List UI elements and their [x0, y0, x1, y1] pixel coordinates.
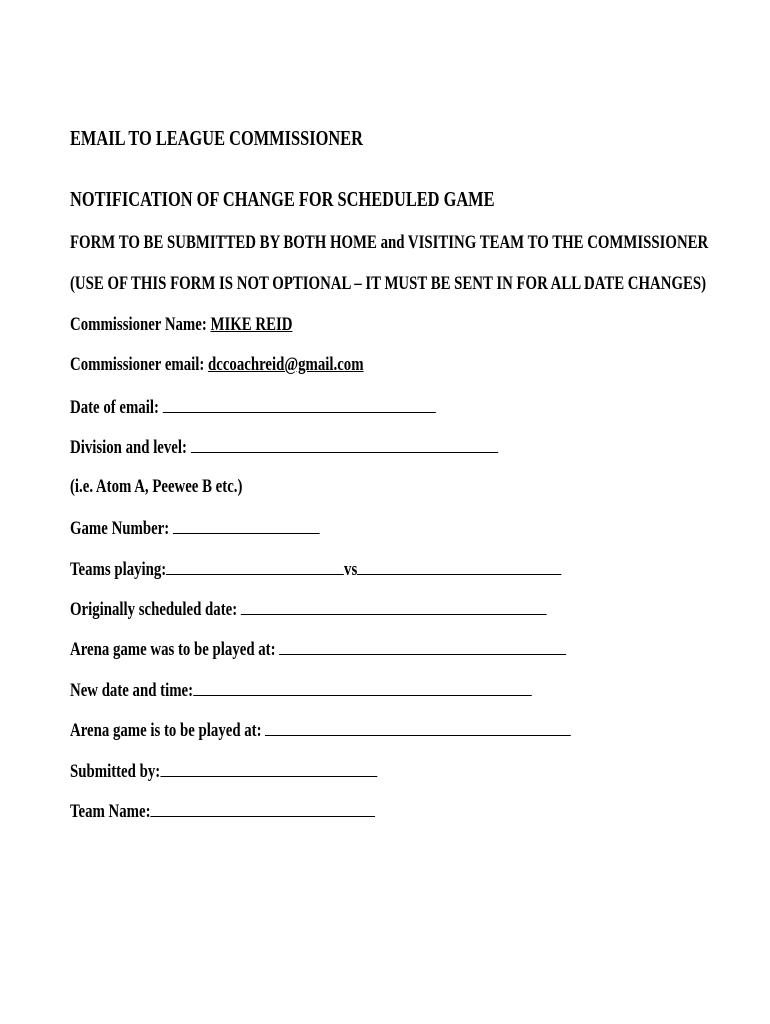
- original-date-row: [70, 598, 547, 619]
- new-date-field[interactable]: [193, 679, 532, 696]
- submitted-by-field[interactable]: [160, 760, 377, 777]
- division-level-label: Division and level:: [70, 437, 187, 458]
- teams-vs-text: vs: [344, 559, 358, 580]
- commissioner-name-row: [70, 315, 292, 334]
- date-of-email-field[interactable]: [163, 396, 436, 413]
- commissioner-name-label: Commissioner Name:: [70, 314, 207, 335]
- game-number-field[interactable]: [173, 517, 320, 534]
- team-name-field[interactable]: [151, 800, 376, 817]
- commissioner-email-label: Commissioner email:: [70, 354, 205, 375]
- home-team-field[interactable]: [166, 558, 344, 575]
- division-level-row: [70, 436, 498, 457]
- commissioner-name-value: MIKE REID: [210, 314, 293, 335]
- visiting-team-field[interactable]: [357, 558, 561, 575]
- teams-playing-row: [70, 558, 562, 579]
- commissioner-email-row: [70, 355, 364, 374]
- new-date-label: New date and time:: [70, 680, 194, 701]
- date-of-email-row: [70, 396, 436, 417]
- game-number-row: [70, 517, 320, 538]
- teams-playing-label: Teams playing:: [70, 559, 167, 580]
- arena-is-field[interactable]: [265, 719, 571, 736]
- form-subtitle: NOTIFICATION OF CHANGE FOR SCHEDULED GAME: [70, 187, 495, 211]
- division-level-field[interactable]: [191, 436, 498, 453]
- arena-is-row: [70, 719, 571, 740]
- submitted-by-label: Submitted by:: [70, 761, 161, 782]
- team-name-label: Team Name:: [70, 801, 151, 822]
- commissioner-email-link[interactable]: dccoachreid@gmail.com: [208, 354, 364, 375]
- team-name-row: [70, 800, 375, 821]
- date-of-email-label: Date of email:: [70, 397, 159, 418]
- original-date-field[interactable]: [241, 598, 547, 615]
- instruction-submit-both: FORM TO BE SUBMITTED BY BOTH HOME and VISITING TEAM TO THE COMMISSIONER: [70, 232, 709, 253]
- original-date-label: Originally scheduled date:: [70, 599, 238, 620]
- instruction-not-optional: (USE OF THIS FORM IS NOT OPTIONAL – IT MUST BE SENT IN FOR ALL DATE CHANGES): [70, 273, 707, 294]
- submitted-by-row: [70, 760, 377, 781]
- arena-was-field[interactable]: [279, 638, 566, 655]
- new-date-row: [70, 679, 532, 700]
- arena-is-label: Arena game is to be played at:: [70, 720, 262, 741]
- division-hint: (i.e. Atom A, Peewee B etc.): [70, 476, 243, 497]
- arena-was-row: [70, 638, 566, 659]
- arena-was-label: Arena game was to be played at:: [70, 639, 276, 660]
- form-title: EMAIL TO LEAGUE COMMISSIONER: [70, 126, 363, 150]
- game-number-label: Game Number:: [70, 518, 170, 539]
